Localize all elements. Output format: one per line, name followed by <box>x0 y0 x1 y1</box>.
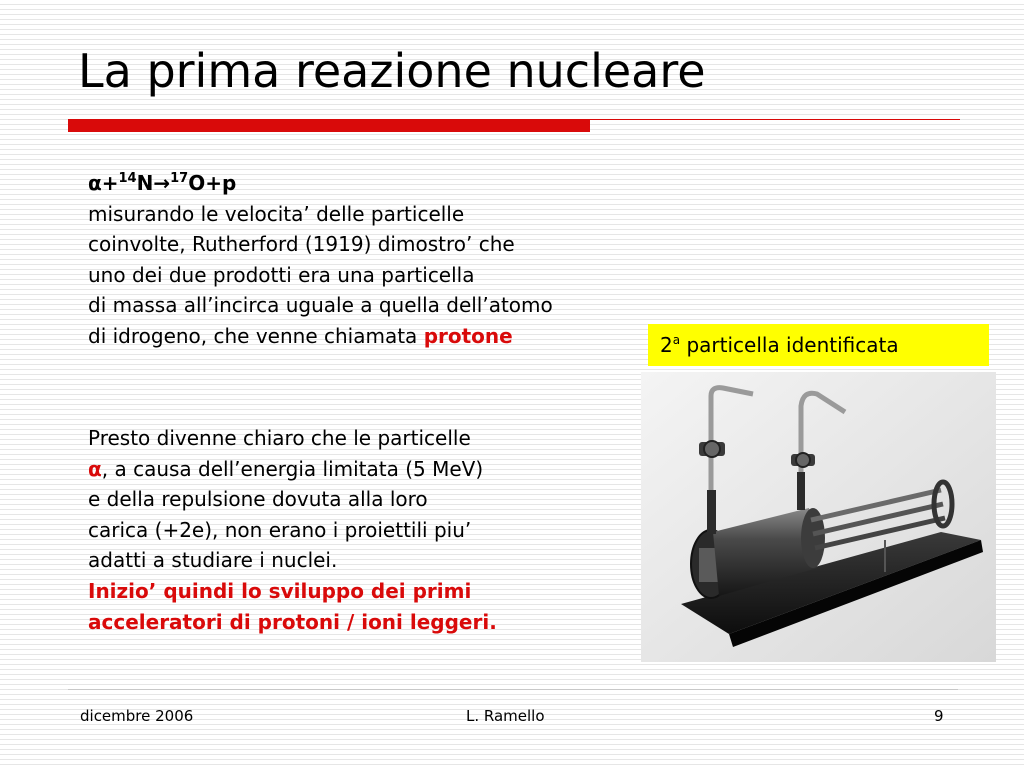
footer-date: dicembre 2006 <box>80 707 194 725</box>
callout-text: particella identificata <box>680 333 899 357</box>
para1-last-text: di idrogeno, che venne chiamata <box>88 323 424 348</box>
protone-highlight: protone <box>423 323 513 348</box>
apparatus-illustration <box>641 372 996 662</box>
title-underline-thick <box>68 119 590 132</box>
conclusion-line: Inizio’ quindi lo sviluppo dei primi <box>88 578 472 603</box>
callout-number: 2 <box>660 333 673 357</box>
title-underline-thin <box>590 119 960 120</box>
formula-o-mass: 17 <box>170 171 189 186</box>
formula-o-symbol: O+p <box>188 171 237 195</box>
text-block-accelerators <box>88 423 688 637</box>
para1-last-line <box>88 321 688 352</box>
alpha-highlight: α <box>88 456 102 481</box>
text-block-discovery <box>88 168 688 352</box>
para1-line: di massa all’incirca uguale a quella dell’atomo <box>88 293 553 318</box>
footer-author: L. Ramello <box>466 707 545 725</box>
rutherford-apparatus-photo <box>641 372 996 662</box>
formula-n-symbol: N→ <box>136 171 171 195</box>
formula-n-mass: 14 <box>118 171 137 186</box>
formula-alpha: α+ <box>88 171 119 195</box>
para2-line2-rest: , a causa dell’energia limitata (5 MeV) <box>101 456 484 481</box>
conclusion-line: acceleratori di protoni / ioni leggeri. <box>88 609 497 634</box>
para1-line: misurando le velocita’ delle particelle <box>88 201 465 226</box>
para2-line: carica (+2e), non erano i proiettili piu’ <box>88 517 472 542</box>
para1-line: coinvolte, Rutherford (1919) dimostro’ che <box>88 232 515 257</box>
footer-divider <box>68 689 958 690</box>
para2-line <box>88 454 688 485</box>
slide-title: La prima reazione nucleare <box>78 44 706 98</box>
callout-superscript: a <box>672 333 681 347</box>
para1-line: uno dei due prodotti era una particella <box>88 262 475 287</box>
footer-page-number: 9 <box>934 707 944 725</box>
para2-line: Presto divenne chiaro che le particelle <box>88 426 471 450</box>
para2-line: adatti a studiare i nuclei. <box>88 548 338 573</box>
para2-line: e della repulsione dovuta alla loro <box>88 487 428 512</box>
reaction-formula <box>88 168 688 199</box>
callout-badge <box>648 324 989 366</box>
